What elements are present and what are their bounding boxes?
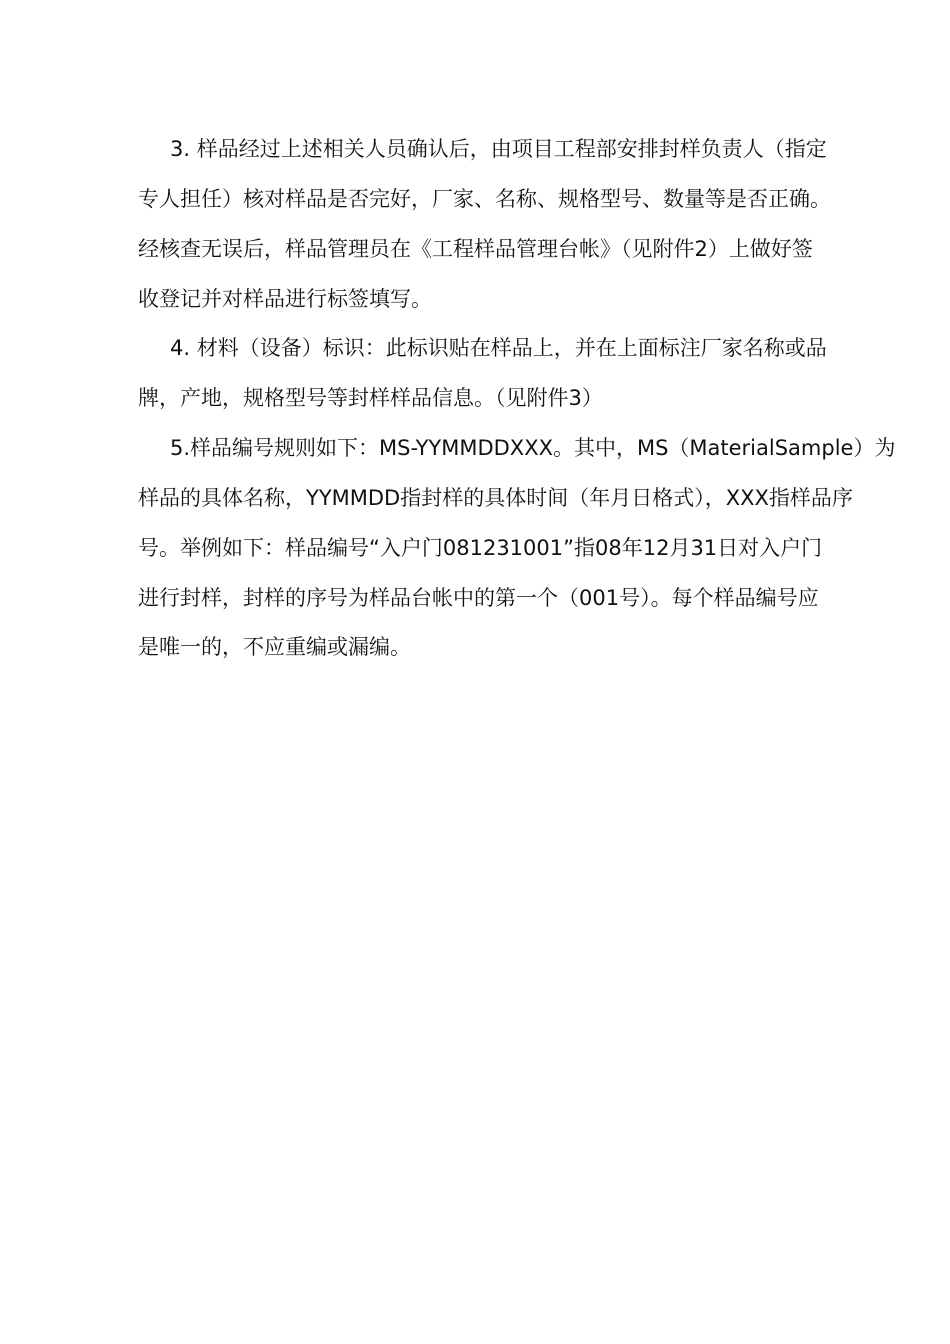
paragraph-5-line-1: 5.样品编号规则如下：MS-YYMMDDXXX。其中，MS（MaterialSample）为	[170, 436, 896, 460]
paragraph-3-line-1: 3. 样品经过上述相关人员确认后，由项目工程部安排封样负责人（指定	[170, 137, 827, 161]
paragraph-5-line-5: 是唯一的，不应重编或漏编。	[138, 635, 411, 659]
paragraph-3-line-4: 收登记并对样品进行标签填写。	[138, 287, 432, 311]
paragraph-4-line-2: 牌，产地，规格型号等封样样品信息。（见附件3）	[138, 386, 603, 410]
paragraph-5-line-2: 样品的具体名称，YYMMDD指封样的具体时间（年月日格式），XXX指样品序	[138, 486, 853, 510]
paragraph-5-line-3: 号。举例如下：样品编号“入户门081231001”指08年12月31日对入户门	[138, 536, 823, 560]
paragraph-5-line-4: 进行封样，封样的序号为样品台帐中的第一个（001号）。每个样品编号应	[138, 586, 819, 610]
paragraph-4-line-1: 4. 材料（设备）标识：此标识贴在样品上，并在上面标注厂家名称或品	[170, 336, 827, 360]
paragraph-3-line-3: 经核查无误后，样品管理员在《工程样品管理台帐》（见附件2）上做好签	[138, 237, 813, 261]
paragraph-3-line-2: 专人担任）核对样品是否完好，厂家、名称、规格型号、数量等是否正确。	[138, 187, 831, 211]
